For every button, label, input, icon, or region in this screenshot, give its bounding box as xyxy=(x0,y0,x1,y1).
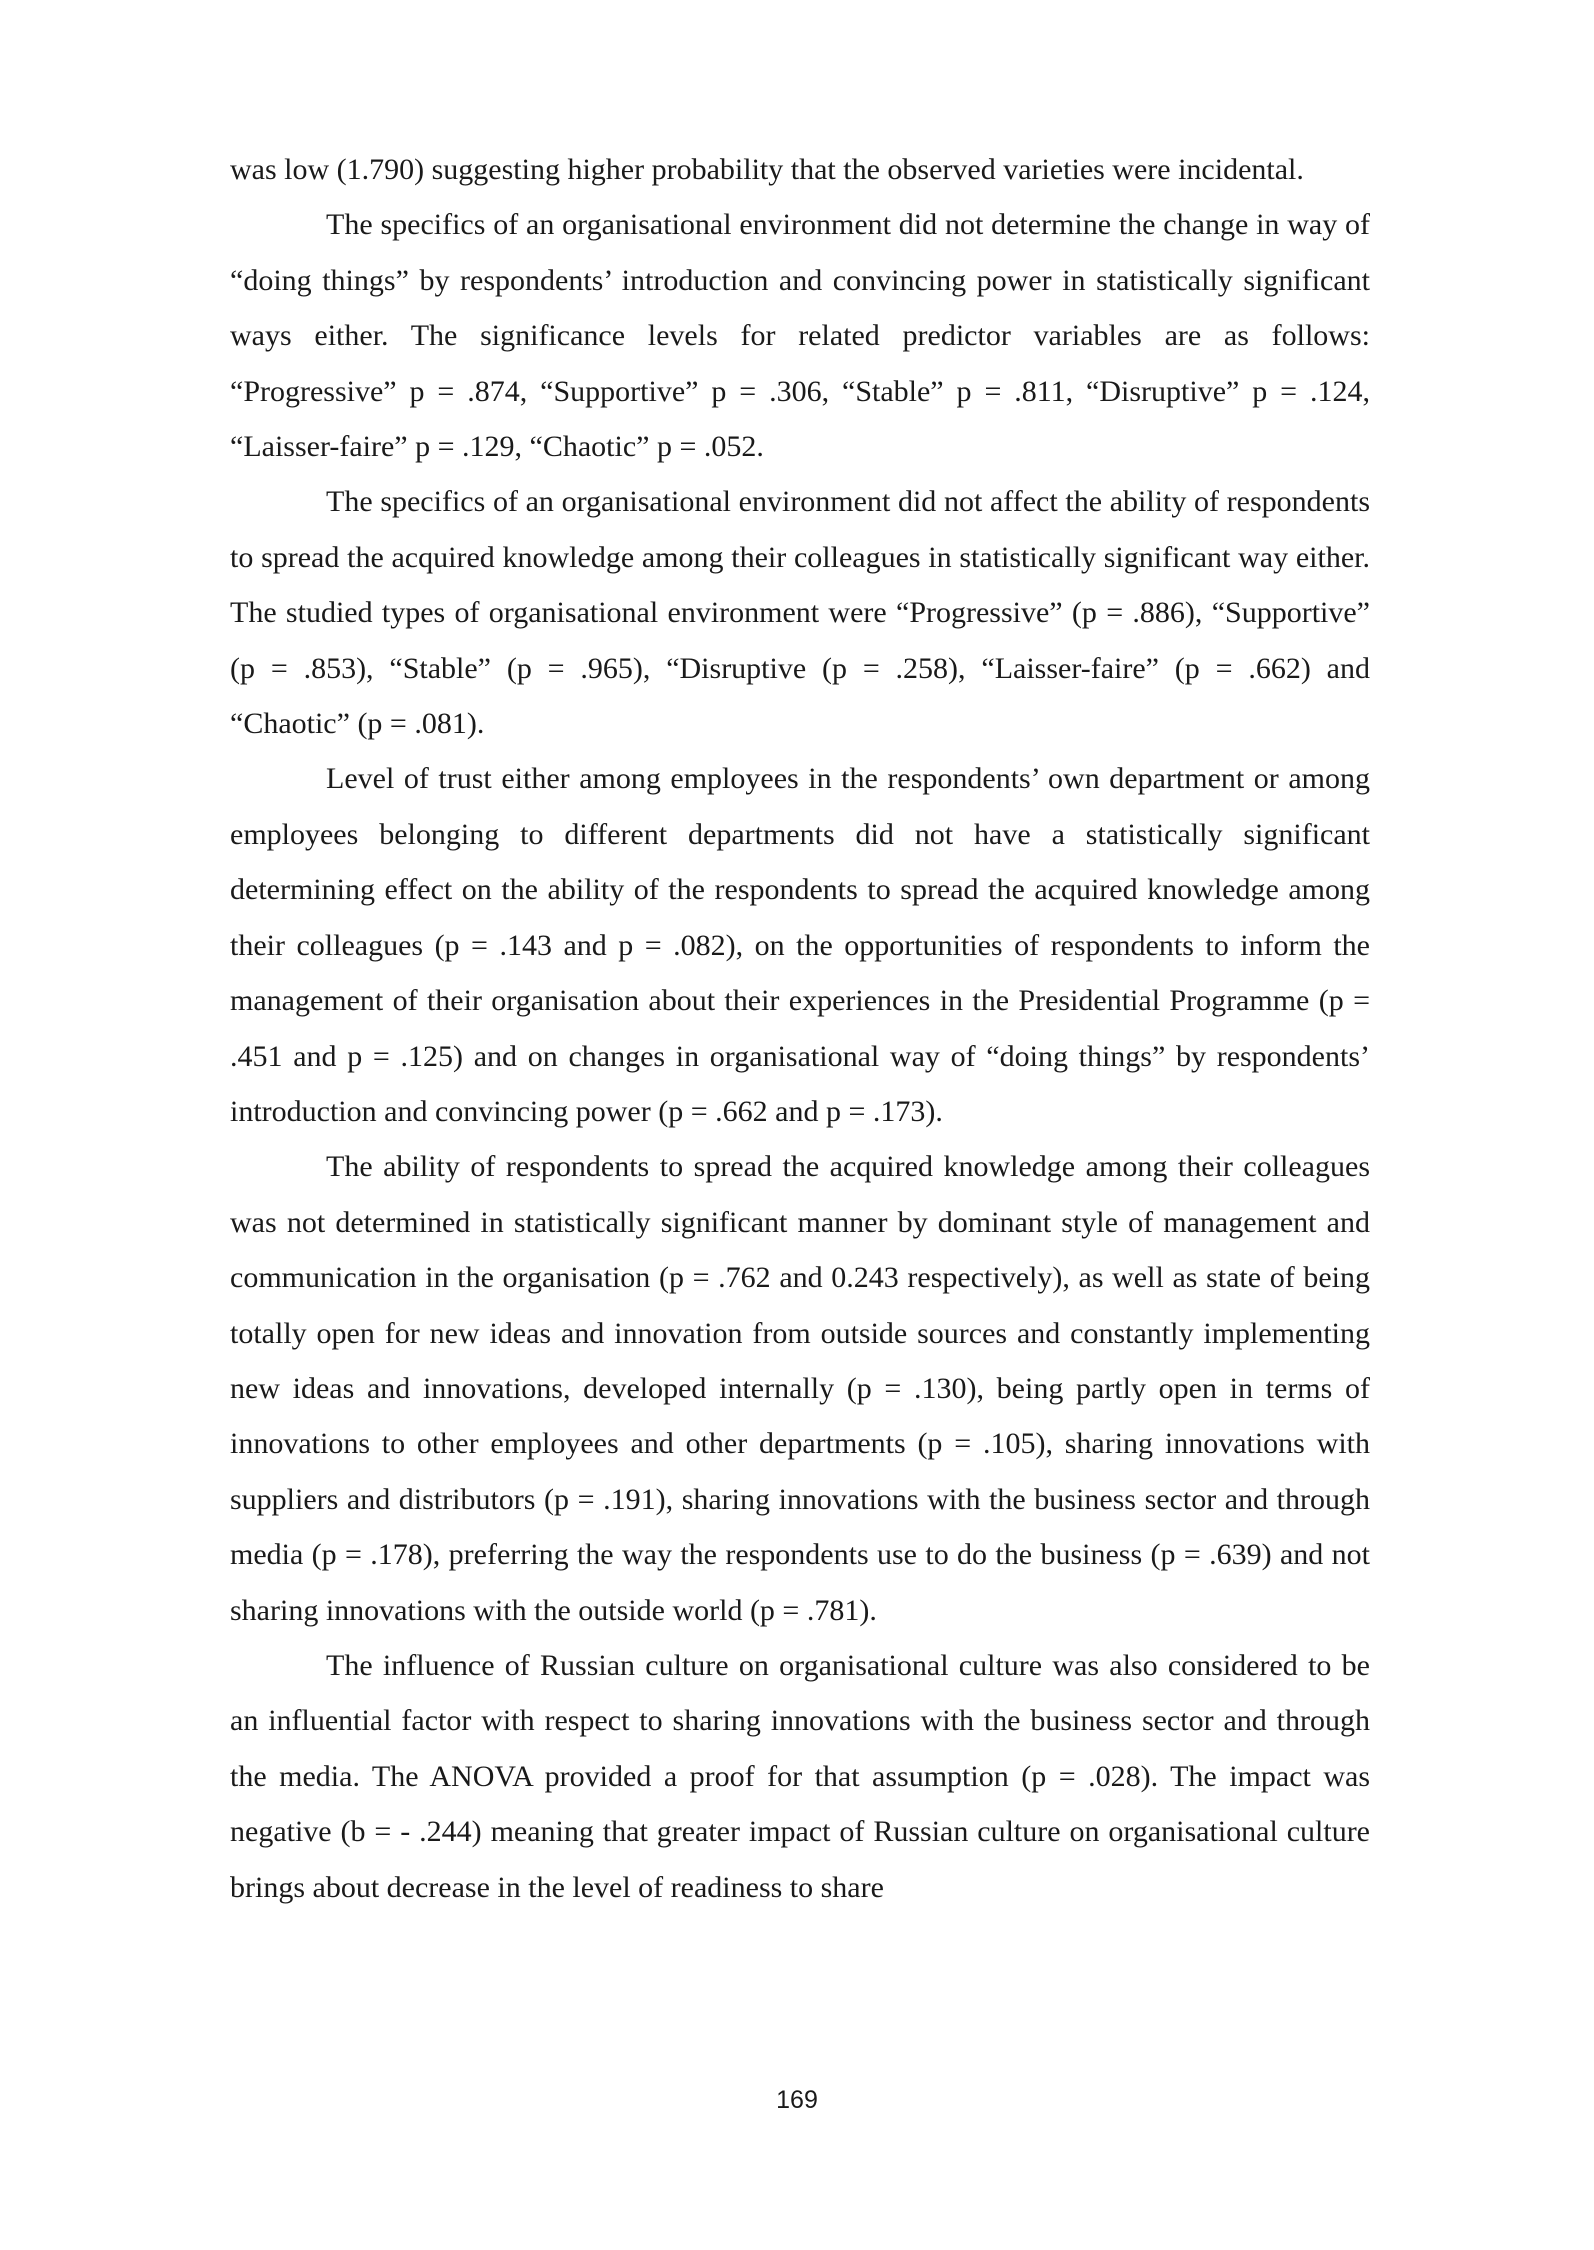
paragraph-organisational-environment-knowledge: The specifics of an organisational environment did not affect the ability of respondents to spread the acquired knowledge among their colleagues in statistically significant way either. The studied types of organisational environment were “Progressive” (p = .886), “Supportive” (p = .853), “Stable” (p = .965), “Disruptive (p = .258), “Laisser-faire” (p = .662) and “Chaotic” (p = .081). xyxy=(230,485,1370,741)
paragraph-ability-to-spread-knowledge: The ability of respondents to spread the acquired knowledge among their colleagues was not determined in statistically significant manner by dominant style of management and communication in the organisation (p = .762 and 0.243 respectively), as well as state of being totally open for new ideas and innovation from outside sources and constantly implementing new ideas and innovations, developed internally (p = .130), being partly open in terms of innovations to other employees and other departments (p = .105), sharing innovations with suppliers and distributors (p = .191), sharing innovations with the business sector and through media (p = .178), preferring the way the respondents use to do the business (p = .639) and not sharing innovations with the outside world (p = .781). xyxy=(230,1150,1370,1627)
paragraph-russian-culture: The influence of Russian culture on organisational culture was also considered to be an influential factor with respect to sharing innovations with the business sector and through the media. The ANOVA provided a proof for that assumption (p = .028). The impact was negative (b = - .244) meaning that greater impact of Russian culture on organisational culture brings about decrease in the level of readiness to share xyxy=(230,1648,1370,1904)
paragraph-continuation: was low (1.790) suggesting higher probability that the observed varieties were incidental. xyxy=(230,153,1304,186)
page-number: 169 xyxy=(776,2086,818,2114)
paragraph-organisational-environment-doing-things: The specifics of an organisational environment did not determine the change in way of “doing things” by respondents’ introduction and convincing power in statistically significant ways either. The significance levels for related predictor variables are as follows: “Progressive” p = .874, “Supportive” p = .306, “Stable” p = .811, “Disruptive” p = .124, “Laisser-faire” p = .129, “Chaotic” p = .052. xyxy=(230,208,1370,464)
body-text xyxy=(230,142,1370,1915)
paragraph-level-of-trust: Level of trust either among employees in the respondents’ own department or among employees belonging to different departments did not have a statistically significant determining effect on the ability of the respondents to spread the acquired knowledge among their colleagues (p = .143 and p = .082), on the opportunities of respondents to inform the management of their organisation about their experiences in the Presidential Programme (p = .451 and p = .125) and on changes in organisational way of “doing things” by respondents’ introduction and convincing power (p = .662 and p = .173). xyxy=(230,762,1370,1128)
